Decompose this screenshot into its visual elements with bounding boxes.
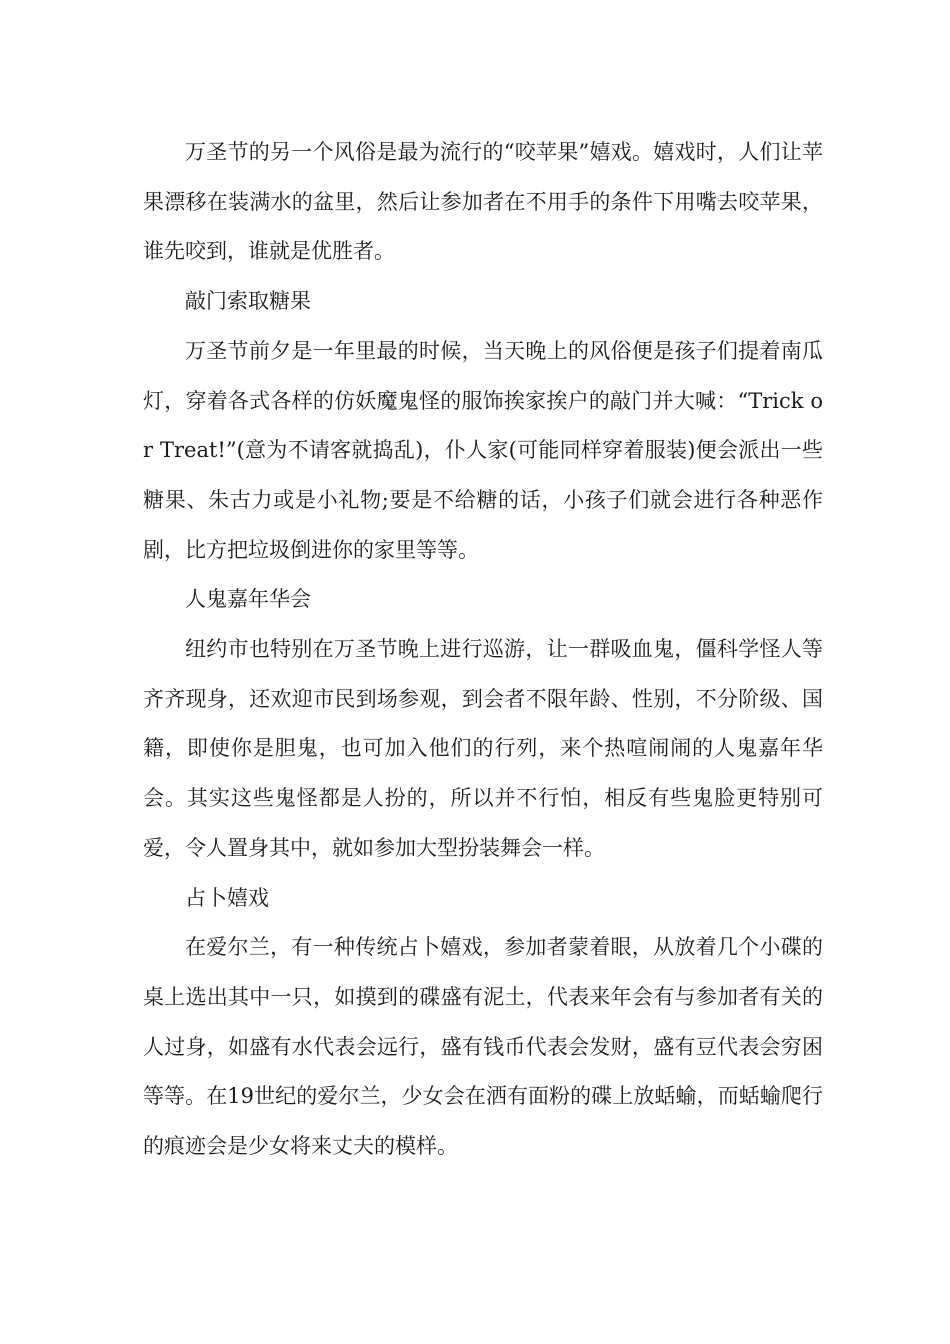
heading-trick-or-treat: 敲门索取糖果 <box>185 289 311 314</box>
heading-divination: 占卜嬉戏 <box>185 885 269 910</box>
heading-carnival: 人鬼嘉年华会 <box>185 587 311 612</box>
paragraph-apple-bobbing: 万圣节的另一个风俗是最为流行的“咬苹果”嬉戏。嬉戏时，人们让苹果漂移在装满水的盆里，然后让参加者在不用手的条件下用嘴去咬苹果，谁先咬到，谁就是优胜者。 <box>143 140 823 264</box>
document-body <box>143 128 823 1172</box>
paragraph-divination: 在爱尔兰，有一种传统占卜嬉戏，参加者蒙着眼，从放着几个小碟的桌上选出其中一只，如摸到的碟盛有泥土，代表来年会有与参加者有关的人过身，如盛有水代表会远行，盛有钱币代表会发财，盛有豆代表会穷困等等。在19世纪的爱尔兰，少女会在洒有面粉的碟上放蛞蝓，而蛞蝓爬行的痕迹会是少女将来丈夫的模样。 <box>143 935 823 1159</box>
paragraph-carnival: 纽约市也特别在万圣节晚上进行巡游，让一群吸血鬼，僵科学怪人等齐齐现身，还欢迎市民到场参观，到会者不限年龄、性别，不分阶级、国籍，即使你是胆鬼，也可加入他们的行列，来个热喧闹闹的人鬼嘉年华会。其实这些鬼怪都是人扮的，所以并不行怕，相反有些鬼脸更特别可爱，令人置身其中，就如参加大型扮装舞会一样。 <box>143 637 823 860</box>
paragraph-trick-or-treat: 万圣节前夕是一年里最的时候，当天晚上的风俗便是孩子们提着南瓜灯，穿着各式各样的仿妖魔鬼怪的服饰挨家挨户的敲门并大喊：“Trick or Treat!”(意为不请客就捣乱)，仆人家(可能同样穿着服装)便会派出一些糖果、朱古力或是小礼物;要是不给糖的话，小孩子们就会进行各种恶作剧，比方把垃圾倒进你的家里等等。 <box>143 338 823 562</box>
